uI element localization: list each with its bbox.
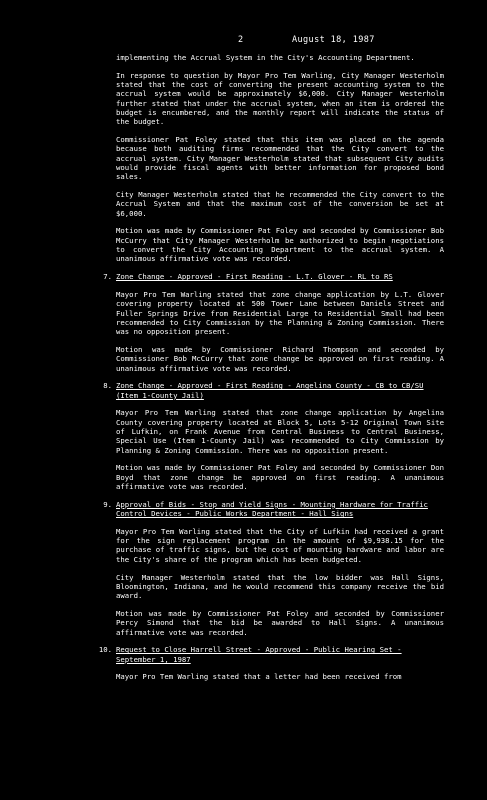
item-title: Zone Change - Approved - First Reading - Angelina County - CB to CB/SU (Item 1-County Jail) — [116, 381, 424, 400]
paragraph: Motion was made by Commissioner Richard Thompson and seconded by Commissioner Bob McCurry that zone change be approved on first reading. A unanimous affirmative vote was recorded. — [116, 344, 444, 373]
item-number: 7. — [103, 272, 112, 282]
paragraph: City Manager Westerholm stated that the low bidder was Hall Signs, Bloomington, Indiana, and he would recommend this company receive the bid award. — [116, 572, 444, 601]
paragraph: Motion was made by Commissioner Pat Foley and seconded by Commissioner Bob McCurry that City Manager Westerholm be authorized to begin negotiations to convert the City Accounting Department to the accrual system. A unanimous affirmative vote was recorded. — [116, 226, 444, 264]
item-title: Approval of Bids - Stop and Yield Signs - Mounting Hardware for Traffic Control Devices - Public Works Department - Hall Signs — [116, 499, 428, 519]
agenda-item-8 — [103, 381, 444, 400]
item-number: 10. — [98, 645, 112, 655]
paragraph: In response to question by Mayor Pro Tem Warling, City Manager Westerholm stated that the cost of converting the present accounting system to the accrual system would be approximately $6,000. City Manager Westerholm further stated that under the accrual system, when an item is ordered the budget is encumbered, and the monthly report will indicate the status of the budget. — [116, 70, 444, 127]
paragraph: implementing the Accrual System in the City's Accounting Department. — [116, 53, 415, 62]
paragraph: Motion was made by Commissioner Pat Foley and seconded by Commissioner Percy Simond that the bid be awarded to Hall Signs. A unanimous affirmative vote was recorded. — [116, 608, 444, 637]
paragraph: City Manager Westerholm stated that he recommended the City convert to the Accrual System and that the maximum cost of the conversion be set at $6,000. — [116, 190, 444, 218]
item-number: 8. — [103, 381, 112, 391]
paragraph: Mayor Pro Tem Warling stated that zone change application by L.T. Glover covering property located at 500 Tower Lane between Daniels Street and Fuller Springs Drive from Residential Large to Residential Small had been recommended to City Commission by the Planning & Zoning Commission. There was no opposition present. — [116, 289, 444, 337]
paragraph: Mayor Pro Tem Warling stated that zone change application by Angelina County covering property located at Block 5, Lots 5-12 Original Town Site of Lufkin, on Frank Avenue from Central Business to Central Business, Special Use (Item 1-County Jail) was recommended to City Commission by Planning & Zoning Commission. There was no opposition present. — [116, 408, 444, 455]
paragraph: Commissioner Pat Foley stated that this item was placed on the agenda because both auditing firms recommended that the City convert to the accrual system. City Manager Westerholm stated that subsequent City audits would provide fiscal agents with better information for proposed bond sales. — [116, 135, 444, 182]
agenda-item-9 — [103, 499, 444, 519]
item-number: 9. — [103, 499, 112, 509]
item-title: Zone Change - Approved - First Reading - L.T. Glover - RL to RS — [116, 272, 393, 282]
minutes-body — [98, 53, 444, 690]
page-number: 2 — [238, 35, 244, 45]
paragraph: Mayor Pro Tem Warling stated that a letter had been received from — [116, 672, 402, 682]
paragraph: Motion was made by Commissioner Pat Foley and seconded by Commissioner Don Boyd that zone change be approved on first reading. A unanimous affirmative vote was recorded. — [116, 463, 444, 491]
meeting-date: August 18, 1987 — [292, 35, 375, 45]
item-title: Request to Close Harrell Street - Approved - Public Hearing Set - September 1, 1987 — [116, 645, 402, 664]
page-header — [0, 35, 487, 49]
paragraph: Mayor Pro Tem Warling stated that the City of Lufkin had received a grant for the sign replacement program in the amount of $9,938.15 for the purchase of traffic signs, but the cost of mounting hardware and labor are the City's share of the program which has been budgeted. — [116, 526, 444, 564]
agenda-item-7 — [103, 272, 444, 282]
agenda-item-10 — [98, 645, 444, 664]
